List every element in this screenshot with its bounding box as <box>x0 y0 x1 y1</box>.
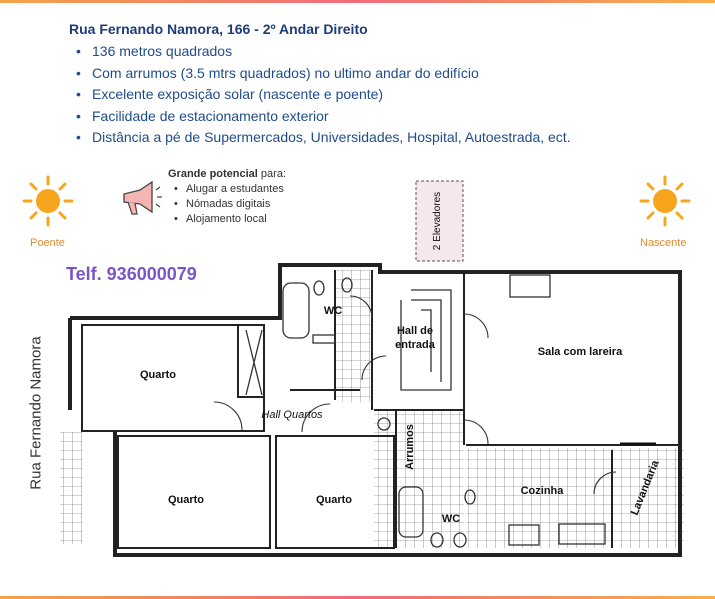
page-title: Rua Fernando Namora, 166 - 2º Andar Direito <box>69 21 368 37</box>
phone-number[interactable]: Telf. 936000079 <box>66 264 197 284</box>
arrumos-label: Arrumos <box>404 424 416 470</box>
potential-heading-rest: para: <box>257 168 286 180</box>
wc-bottom-floor <box>374 410 464 548</box>
wc-top-label: WC <box>323 305 343 317</box>
feature-item: • Facilidade de estacionamento exterior <box>76 106 571 128</box>
quarto-left-label: Quarto <box>167 494 205 506</box>
quarto-mid-label: Quarto <box>315 494 353 506</box>
feature-item: • Excelente exposição solar (nascente e poente) <box>76 84 571 106</box>
hall-entrada-label-1: Hall de <box>396 325 434 337</box>
west-label: Poente <box>30 237 65 249</box>
feature-item: • Com arrumos (3.5 mtrs quadrados) no ultimo andar do edifício <box>76 63 571 85</box>
hall-quartos-label: Hall Quartos <box>261 409 323 421</box>
feature-item: • Distância a pé de Supermercados, Universidades, Hospital, Autoestrada, ect. <box>76 127 571 149</box>
wc-top-floor <box>335 270 370 402</box>
wc-bottom-label: WC <box>441 513 461 525</box>
cozinha-label: Cozinha <box>520 485 564 497</box>
sala-label: Sala com lareira <box>537 346 623 358</box>
sun-icon <box>24 177 72 225</box>
feature-item: • 136 metros quadrados <box>76 41 571 63</box>
lavandaria-label: Lavandaria <box>628 458 662 518</box>
hall-entrada-label-2: entrada <box>395 339 435 351</box>
megaphone-icon <box>124 182 162 214</box>
sun-icon <box>641 177 689 225</box>
east-label: Nascente <box>640 237 687 249</box>
quarto-top-label: Quarto <box>139 369 177 381</box>
potential-item: • Nómadas digitais <box>174 197 286 212</box>
street-label: Rua Fernando Namora <box>27 336 45 490</box>
elevators-label: 2 Elevadores <box>432 191 443 251</box>
potential-item: • Alojamento local <box>174 212 286 227</box>
potential-heading-bold: Grande potencial <box>168 168 258 180</box>
balcony-left <box>60 432 82 544</box>
potential-item: • Alugar a estudantes <box>174 182 286 197</box>
